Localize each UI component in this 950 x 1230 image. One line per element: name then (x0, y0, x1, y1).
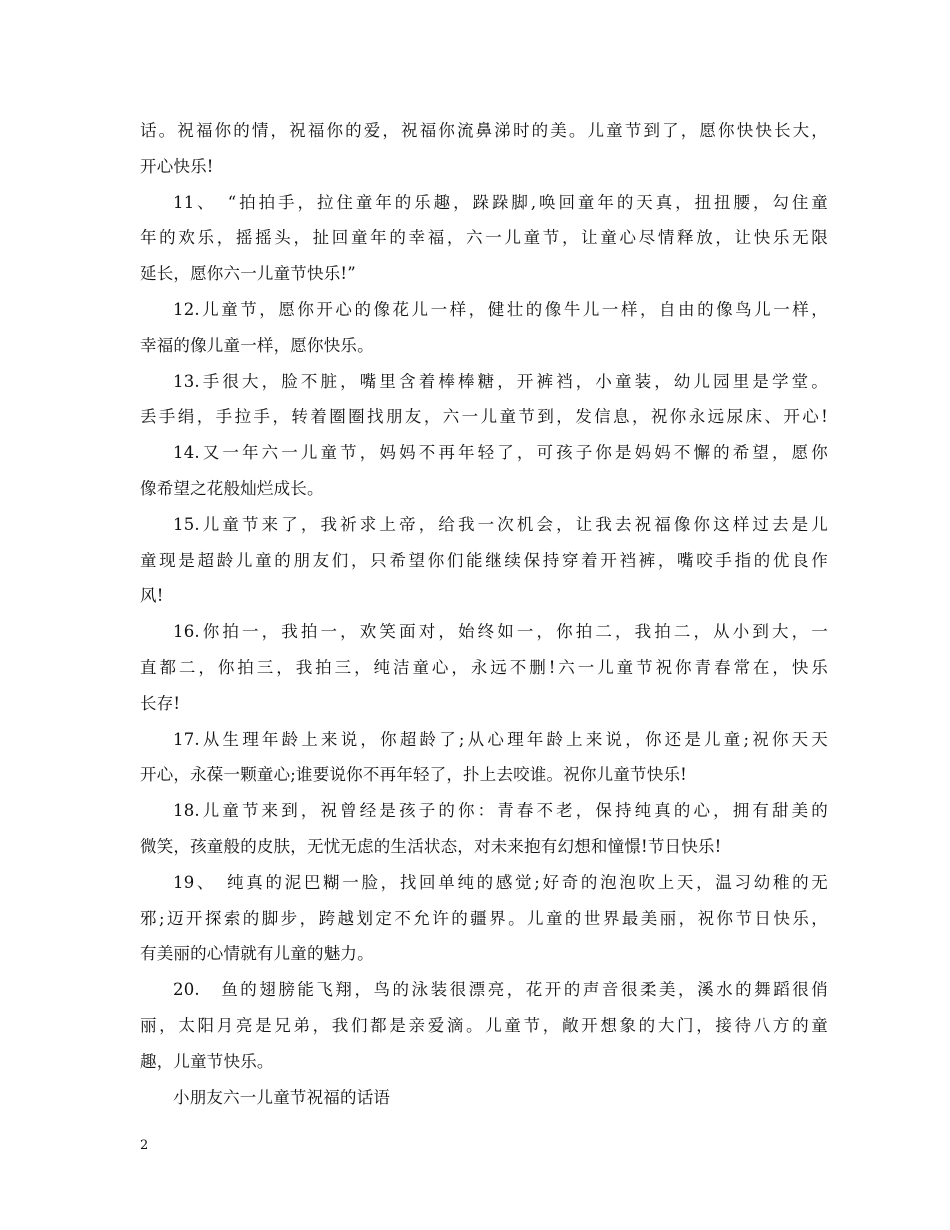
text-line: 有美丽的心情就有儿童的魅力。 (140, 944, 374, 964)
text-line: 年的欢乐，摇摇头，扯回童年的幸福，六一儿童节，让童心尽情释放，让快乐无限 (140, 228, 828, 248)
text-line: 直都二，你拍三，我拍三，纯洁童心，永远不删!六一儿童节祝你青春常在，快乐 (140, 657, 828, 677)
text-line: 延长，愿你六一儿童节快乐!” (140, 264, 356, 284)
document-body (140, 113, 828, 1115)
text-line: 11、 “拍拍手，拉住童年的乐趣，跺跺脚,唤回童年的天真，扭扭腰，勾住童 (173, 192, 828, 212)
text-line: 20. 鱼的翅膀能飞翔，鸟的泳装很漂亮，花开的声音很柔美，溪水的舞蹈很俏 (173, 980, 828, 1000)
text-line: 19、 纯真的泥巴糊一脸，找回单纯的感觉;好奇的泡泡吹上天，温习幼稚的无 (173, 872, 828, 892)
text-line: 微笑，孩童般的皮肤，无忧无虑的生活状态，对未来抱有幻想和憧憬!节日快乐! (140, 836, 722, 856)
text-line: 丽，太阳月亮是兄弟，我们都是亲爱滴。儿童节，敞开想象的大门，接待八方的童 (140, 1015, 828, 1035)
text-line: 16.你拍一，我拍一，欢笑面对，始终如一，你拍二，我拍二，从小到大，一 (173, 622, 828, 642)
page-number: 2 (140, 1138, 149, 1153)
text-line: 丢手绢，手拉手，转着圈圈找朋友，六一儿童节到，发信息，祝你永远尿床、开心! (140, 407, 828, 427)
text-line: 邪;迈开探索的脚步，跨越划定不允许的疆界。儿童的世界最美丽，祝你节日快乐， (140, 908, 828, 928)
text-line: 像希望之花般灿烂成长。 (140, 478, 324, 498)
text-line: 15.儿童节来了，我祈求上帝，给我一次机会，让我去祝福像你这样过去是儿 (173, 514, 828, 534)
text-line: 14.又一年六一儿童节，妈妈不再年轻了，可孩子你是妈妈不懈的希望，愿你 (173, 443, 828, 463)
text-line: 长存! (140, 693, 181, 713)
text-line: 幸福的像儿童一样，愿你快乐。 (140, 335, 374, 355)
section-heading: 小朋友六一儿童节祝福的话语 (173, 1087, 391, 1107)
text-line: 17.从生理年龄上来说，你超龄了;从心理年龄上来说，你还是儿童;祝你天天 (173, 729, 828, 749)
text-line: 开心快乐! (140, 156, 214, 176)
text-line: 话。祝福你的情，祝福你的爱，祝福你流鼻涕时的美。儿童节到了，愿你快快长大， (140, 121, 828, 140)
text-line: 12.儿童节，愿你开心的像花儿一样，健壮的像牛儿一样，自由的像鸟儿一样， (173, 299, 828, 319)
text-line: 风! (140, 586, 164, 606)
text-line: 趣，儿童节快乐。 (140, 1051, 274, 1071)
text-line: 开心，永葆一颗童心;谁要说你不再年轻了，扑上去咬谁。祝你儿童节快乐! (140, 765, 687, 785)
text-line: 18.儿童节来到，祝曾经是孩子的你：青春不老，保持纯真的心，拥有甜美的 (173, 801, 828, 821)
text-line: 童现是超龄儿童的朋友们，只希望你们能继续保持穿着开裆裤，嘴咬手指的优良作 (140, 550, 828, 570)
text-line: 13.手很大，脸不脏，嘴里含着棒棒糖，开裤裆，小童装，幼儿园里是学堂。 (173, 371, 828, 391)
